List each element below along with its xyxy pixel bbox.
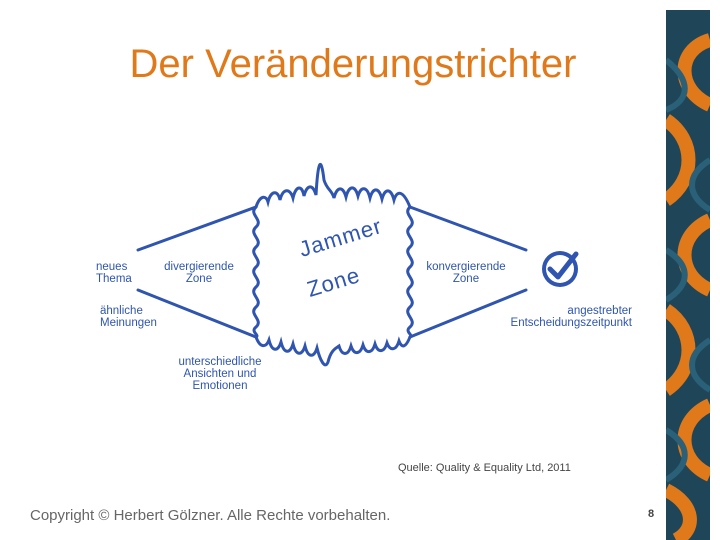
label-neues-thema: neues Thema <box>96 261 132 285</box>
copyright-footer: Copyright © Herbert Gölzner. Alle Rechte vorbehalten. <box>30 507 391 524</box>
page-number: 8 <box>648 508 655 520</box>
label-aehnliche-meinungen: ähnliche Meinungen <box>100 305 157 329</box>
jammer-zone-bottom-wave <box>256 337 410 365</box>
jammer-zone-right-wave <box>408 207 413 337</box>
slide-title: Der Veränderungstrichter <box>129 42 577 86</box>
decorative-side-pattern <box>666 10 710 540</box>
jammer-zone-top-wave <box>256 164 410 207</box>
label-divergierende-zone: divergierende Zone <box>164 261 234 285</box>
checkmark-circle-icon <box>542 251 578 287</box>
label-jammer: Jammer <box>296 213 386 262</box>
source-note: Quelle: Quality & Equality Ltd, 2011 <box>398 462 571 474</box>
label-zone: Zone <box>304 262 364 302</box>
label-konvergierende-zone: konvergierende Zone <box>426 261 506 285</box>
label-angestrebter-entscheidungszeitpunkt: angestrebter Entscheidungszeitpunkt <box>510 305 632 329</box>
label-unterschiedliche-ansichten: unterschiedliche Ansichten und Emotionen <box>178 356 262 392</box>
upper-left-funnel-line <box>138 207 256 250</box>
jammer-zone-left-wave <box>254 207 259 337</box>
upper-right-funnel-line <box>410 207 526 250</box>
